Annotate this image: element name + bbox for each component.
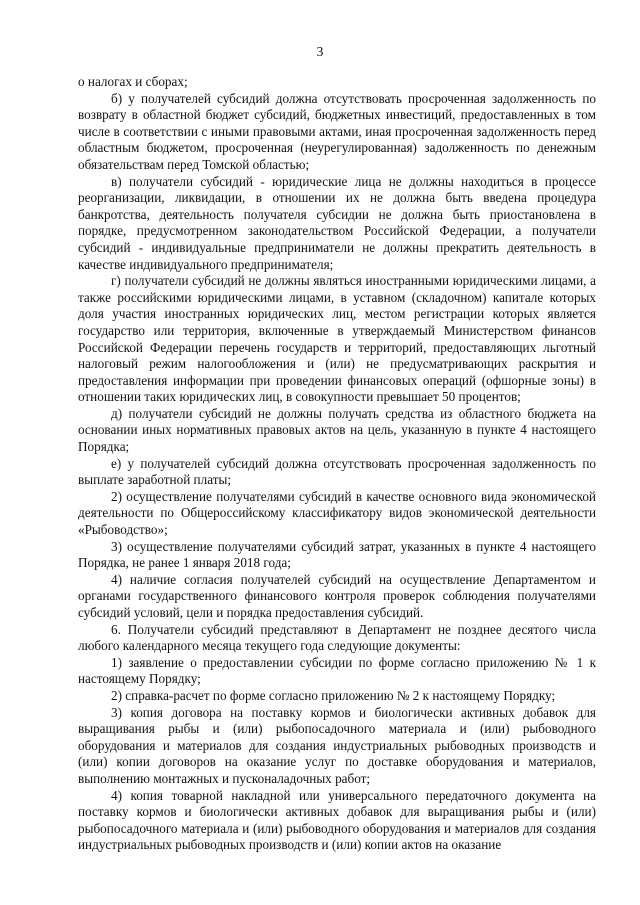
paragraph-section-6: 6. Получатели субсидий представляют в Департамент не позднее десятого числа любого календарного месяца текущего года следующие документы: [78, 621, 596, 654]
paragraph-doc-1: 1) заявление о предоставлении субсидии по форме согласно приложению № 1 к настоящему Порядку; [78, 654, 596, 687]
paragraph-item-2: 2) осуществление получателями субсидий в качестве основного вида экономической деятельности по Общероссийскому классификатору видов экономической деятельности «Рыбоводство»; [78, 488, 596, 538]
paragraph-doc-4: 4) копия товарной накладной или универсального передаточного документа на поставку кормов и биологически активных добавок для выращивания рыбы и (или) рыбопосадочного материала и (или) рыбоводного оборудования и материалов для создания индустриальных рыбоводных производств и (или) копии актов на оказание [78, 787, 596, 853]
document-body [78, 74, 596, 854]
paragraph-item-b: б) у получателей субсидий должна отсутствовать просроченная задолженность по возврату в областной бюджет субсидий, бюджетных инвестиций, предоставленных в том числе в соответствии с иными правовыми актами, иная просроченная задолженность перед областным бюджетом, просроченная (неурегулированная) задолженность по денежным обязательствам перед Томской областью; [78, 90, 596, 172]
paragraph-item-3: 3) осуществление получателями субсидий затрат, указанных в пункте 4 настоящего Порядка, не ранее 1 января 2018 года; [78, 538, 596, 571]
paragraph-doc-2: 2) справка-расчет по форме согласно приложению № 2 к настоящему Порядку; [111, 687, 556, 703]
paragraph-item-e: е) у получателей субсидий должна отсутствовать просроченная задолженность по выплате заработной платы; [78, 455, 596, 488]
paragraph-item-4: 4) наличие согласия получателей субсидий на осуществление Департаментом и органами государственного финансового контроля проверок соблюдения получателями субсидий условий, цели и порядка предоставления субсидий. [78, 571, 596, 620]
paragraph-item-v: в) получатели субсидий - юридические лица не должны находиться в процессе реорганизации, ликвидации, в отношении их не должна быть введена процедура банкротства, деятельность получателя субсидии не должна быть приостановлена в порядке, предусмотренном законодательством Российской Федерации, а получатели субсидий - индивидуальные предприниматели не должны прекратить деятельность в качестве индивидуального предпринимателя; [78, 173, 596, 272]
paragraph-continuation: о налогах и сборах; [78, 74, 188, 89]
paragraph-doc-3: 3) копия договора на поставку кормов и биологически активных добавок для выращивания рыбы и (или) рыбопосадочного материала и (или) рыбоводного оборудования и материалов для создания индустриальных рыбоводных производств и (или) копии договоров на оказание услуг по доставке оборудования и материалов, выполнению монтажных и пусконаладочных работ; [78, 704, 596, 786]
paragraph-item-g: г) получатели субсидий не должны являться иностранными юридическими лицами, а также российскими юридическими лицами, в уставном (складочном) капитале которых доля участия иностранных юридических лиц, местом регистрации которых является государство или территория, включенные в утверждаемый Министерством финансов Российской Федерации перечень государств и территорий, предоставляющих льготный налоговый режим налогообложения и (или) не предусматривающих раскрытия и предоставления информации при проведении финансовых операций (офшорные зоны) в отношении таких юридических лиц, в совокупности превышает 50 процентов; [78, 273, 596, 405]
page-number: 3 [316, 44, 324, 59]
paragraph-item-d: д) получатели субсидий не должны получать средства из областного бюджета на основании иных нормативных правовых актов на цель, указанную в пункте 4 настоящего Порядка; [78, 405, 596, 455]
